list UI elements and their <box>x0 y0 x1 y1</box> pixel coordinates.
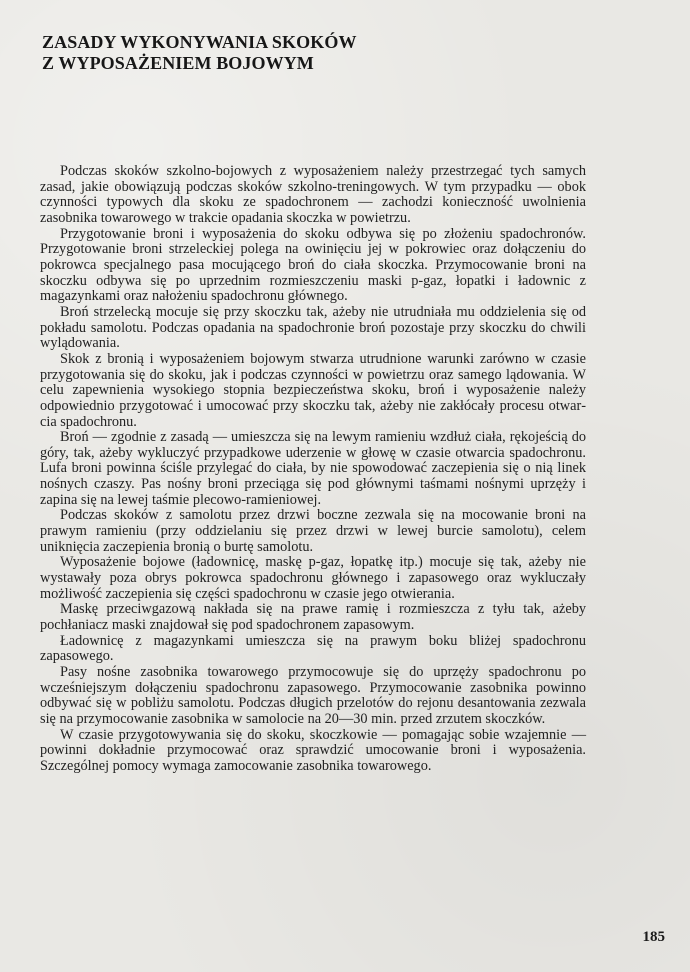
chapter-title-line-1: ZASADY WYKONYWANIA SKOKÓW <box>42 32 357 52</box>
paragraph-8: Maskę przeciwgazową nakłada się na prawe ramię i rozmieszcza z tyłu tak, ażeby pochłaniacz maski znajdował się pod spadochronem zapasowym. <box>40 601 586 634</box>
paragraph-2: Przygotowanie broni i wyposażenia do skoku odbywa się po złożeniu spadochronów. Przygotowanie broni strzeleckiej polega na owinięciu jej w pokrowiec oraz dołączeniu do pokrowca specjalnego pasa mocującego broń do ciała skoczka. Przymocowanie broni na skoczku odbywa się po uprzednim rozmieszczeniu maski p-gaz, łopatki i ładownic z magazynkami oraz nałożeniu spadochronu głównego. <box>40 225 586 305</box>
paragraph-4: Skok z bronią i wyposażeniem bojowym stwarza utrudnione warunki zarówno w czasie przygotowania się do skoku, jak i podczas czynności w powietrzu oraz samego lądowania. W celu zapewnienia wysokiego stopnia bezpieczeństwa skoku, broń i wyposażenie należy odpowiednio przygotować i umocować przy skoczku tak, ażeby nie zakłócały procesu otwarcia spadochronu. <box>40 350 586 430</box>
paragraph-3: Broń strzelecką mocuje się przy skoczku tak, ażeby nie utrudniała mu oddzielenia się od pokładu samolotu. Podczas opadania na spadochronie broń pozostaje przy skoczku do chwili wylądowania. <box>40 303 586 352</box>
paragraph-7: Wyposażenie bojowe (ładownicę, maskę p-gaz, łopatkę itp.) mocuje się tak, ażeby nie wystawały poza obrys pokrowca spadochronu głównego i zapasowego oraz wykluczały możliwość zaczepienia się części spadochronu w czasie jego otwierania. <box>40 554 586 602</box>
paragraph-11: W czasie przygotowywania się do skoku, skoczkowie — pomagając sobie wzajemnie — powinni dokładnie przymocować oraz sprawdzić umocowanie broni i wyposażenia. Szczególnej pomocy wymaga zamocowanie zasobnika towarowego. <box>40 726 586 774</box>
paragraph-1: Podczas skoków szkolno-bojowych z wyposażeniem należy przestrzegać tych samych zasad, jakie obowiązują podczas skoków szkolno-treningowych. W tym przypadku — obok czynności typowych dla skoku ze spadochronem — zachodzi konieczność uwolnienia zasobnika towarowego w trakcie opadania skoczka w powietrzu. <box>40 163 586 226</box>
page-number: 185 <box>642 929 665 945</box>
paragraph-9: Ładownicę z magazynkami umieszcza się na prawym boku bliżej spadochronu zapasowego. <box>40 632 586 665</box>
paragraph-6: Podczas skoków z samolotu przez drzwi boczne zezwala się na mocowanie broni na prawym ramieniu (przy oddzielaniu się przez drzwi w lewej burcie samolotu), celem uniknięcia zaczepienia bronią o burtę samolotu. <box>40 507 586 555</box>
chapter-title-line-2: Z WYPOSAŻENIEM BOJOWYM <box>42 53 314 73</box>
chapter-title <box>42 32 462 74</box>
body-text <box>40 164 586 775</box>
paragraph-10: Pasy nośne zasobnika towarowego przymocowuje się do uprzęży spadochronu po wcześniejszym dołączeniu spadochronu zapasowego. Przymocowanie zasobnika powinno odbywać się w pobliżu samolotu. Podczas długich przelotów do rejonu desantowania zezwala się na przymocowanie zasobnika w samolocie na 20—30 min. przed zrzutem skoczków. <box>40 664 586 727</box>
paragraph-5: Broń — zgodnie z zasadą — umieszcza się na lewym ramieniu wzdłuż ciała, rękojeścią do góry, tak, ażeby wykluczyć przypadkowe uderzenie w głowę w czasie otwarcia spadochronu. Lufa broni powinna ściśle przylegać do ciała, by nie spowodować zaczepienia się o nią linek nośnych czaszy. Pas nośny broni przeciąga się pod głównymi taśmami nośnymi uprzęży i zapina się na lewej taśmie plecowo-ramieniowej. <box>40 429 586 508</box>
